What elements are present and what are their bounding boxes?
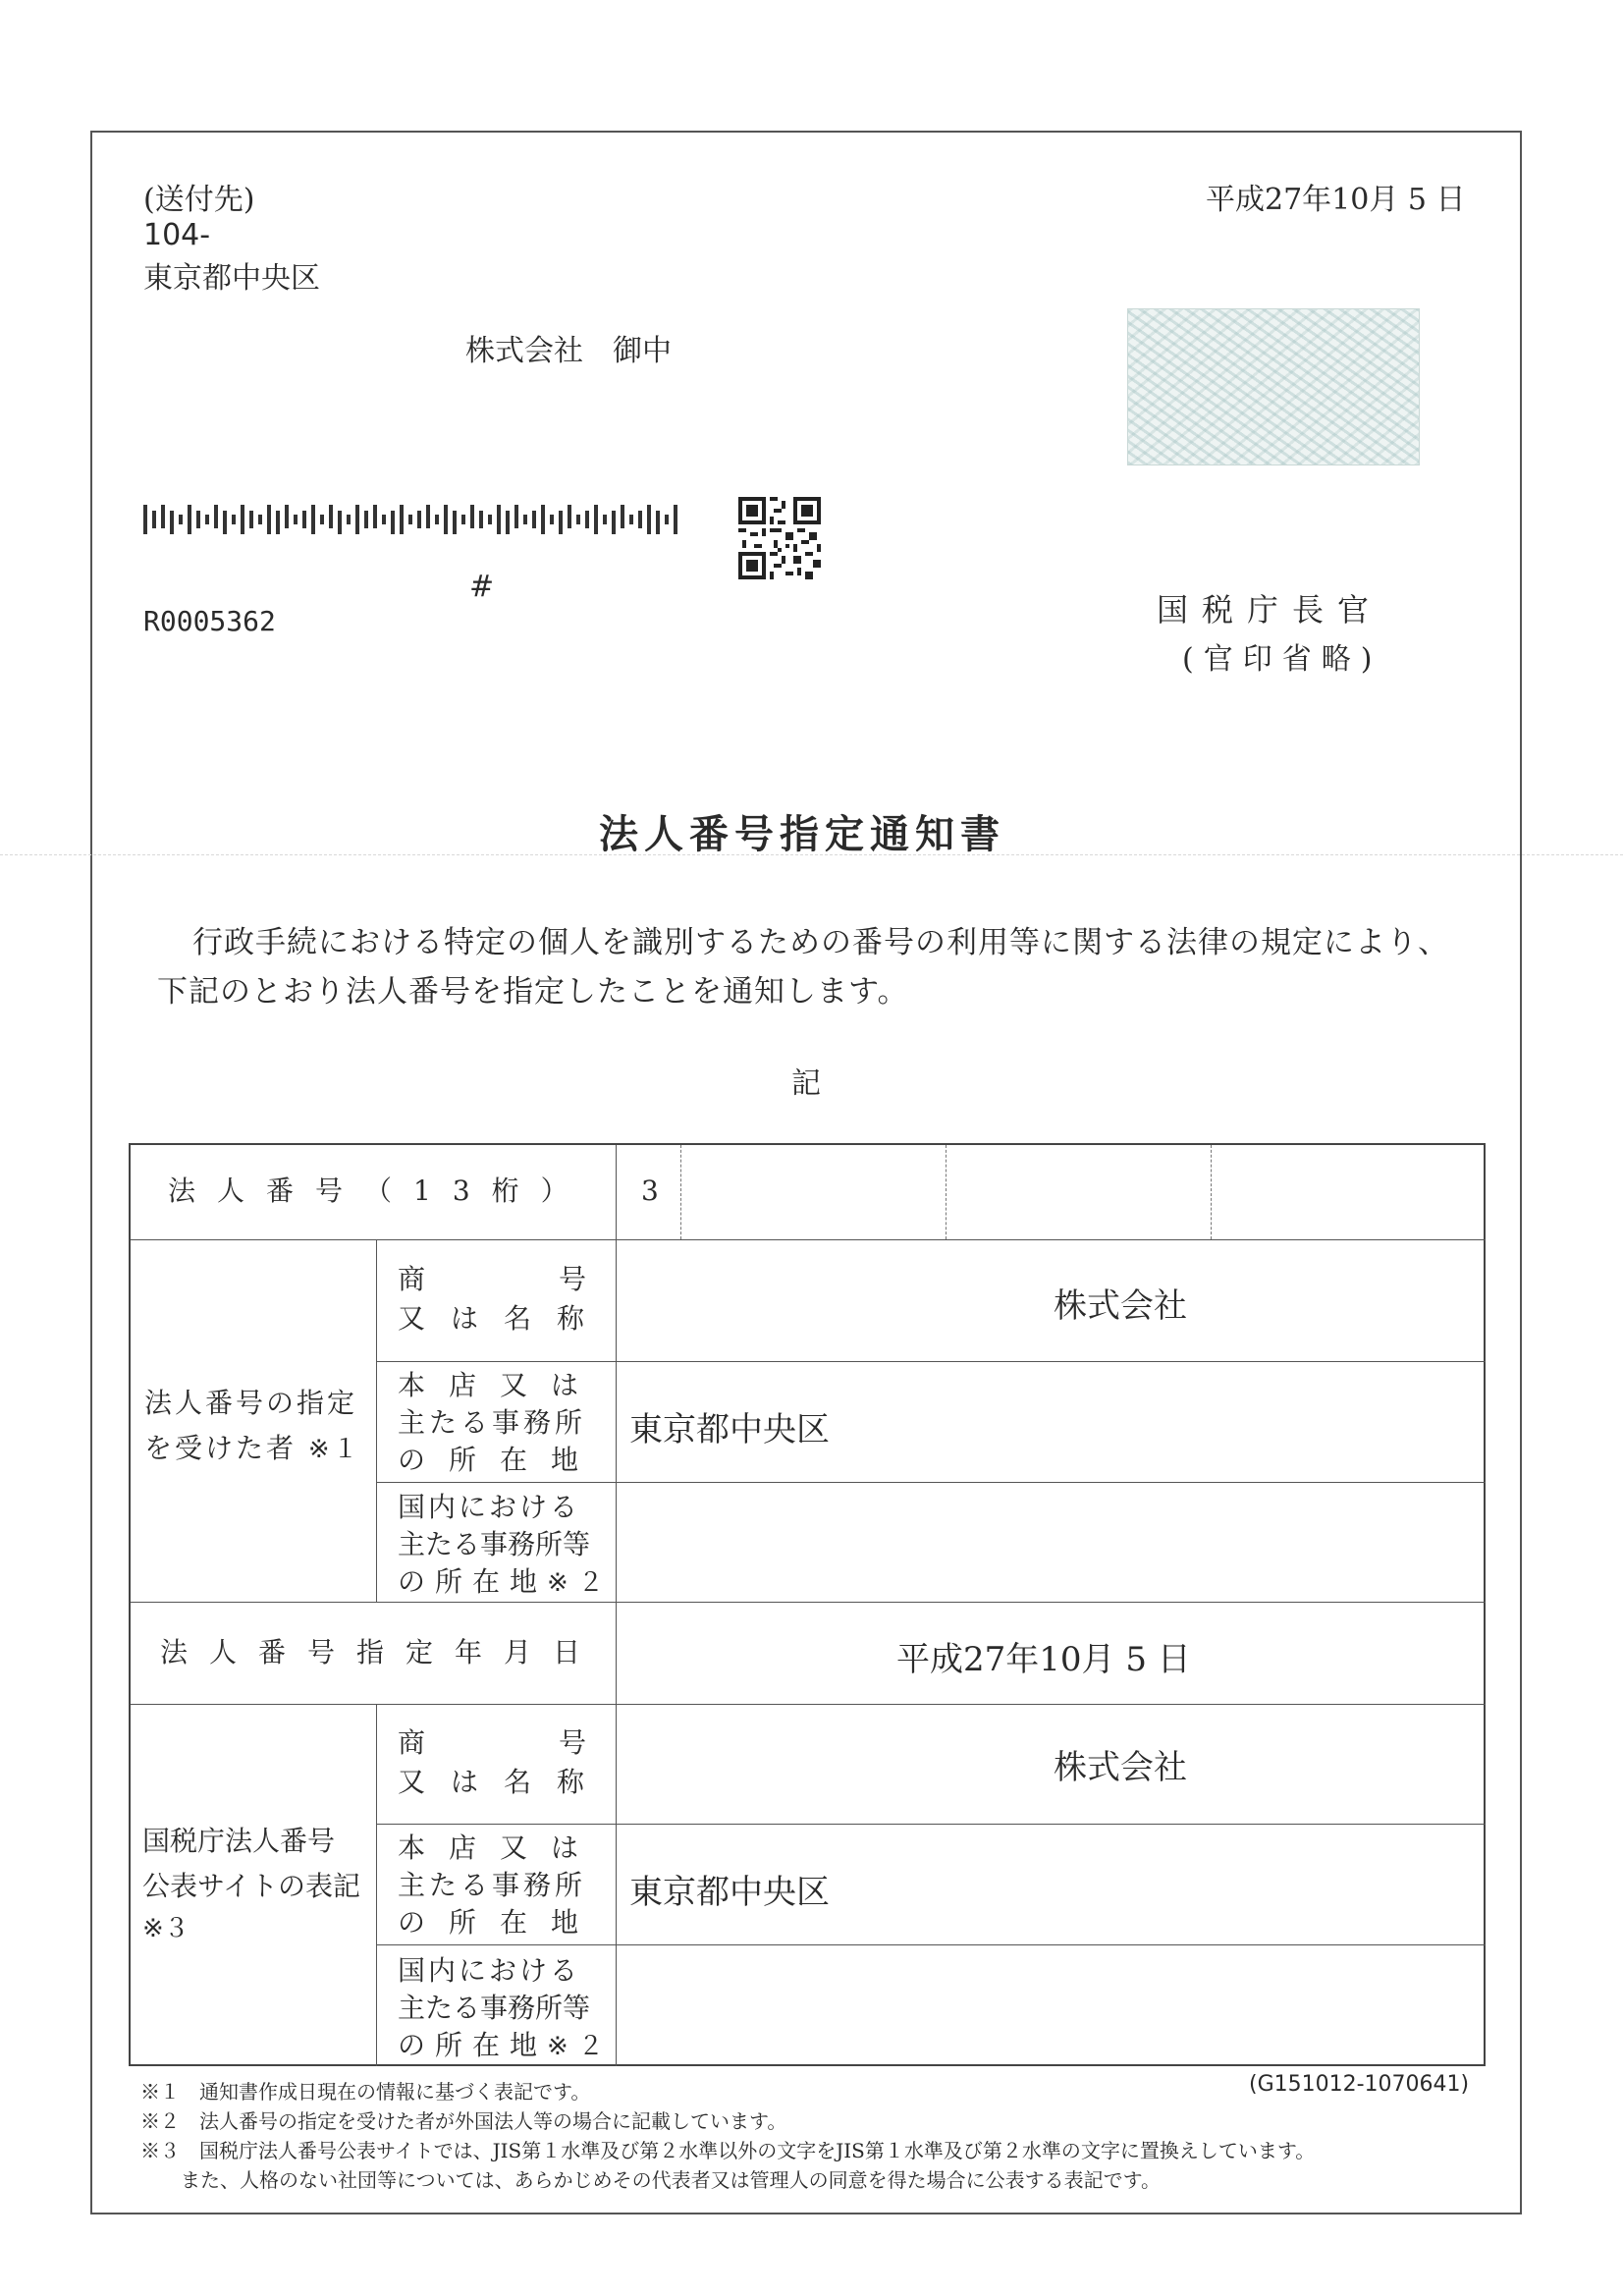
postal-code: 104- <box>143 218 211 252</box>
corporate-number-table <box>129 1143 1486 2066</box>
public-group-note: ※３ <box>142 1914 189 1943</box>
footnote-2-mark: ※２ <box>140 2109 180 2133</box>
ki-mark: 記 <box>791 1066 821 1101</box>
footnote-3-continued: また、人格のない社団等については、あらかじめその代表者又は管理人の同意を得た場合に公表する表記です。 <box>181 2168 1161 2192</box>
seal-omitted-note: (官印省略) <box>1182 642 1382 677</box>
body-text-line-2: 下記のとおり法人番号を指定したことを通知します。 <box>157 974 909 1010</box>
public-domestic-label-line2: 主たる事務所等 <box>398 1992 591 2024</box>
document-title: 法人番号指定通知書 <box>599 812 1005 857</box>
reference-number: R0005362 <box>143 605 276 637</box>
corporate-number-label: 法人番号（13桁） <box>168 1175 590 1207</box>
trade-name-label-line1: 商号 <box>398 1263 721 1295</box>
footnote-1-text: 通知書作成日現在の情報に基づく表記です。 <box>199 2080 591 2104</box>
form-code: (G151012-1070641) <box>1249 2072 1470 2097</box>
public-domestic-label-line3: の所在地※２ <box>398 2029 614 2061</box>
issue-date: 平成27年10月 5 日 <box>1206 183 1466 217</box>
public-group-line2: 公表サイトの表記 <box>142 1870 361 1902</box>
designation-date-label: 法人番号指定年月日 <box>160 1636 603 1668</box>
footnote-2-text: 法人番号の指定を受けた者が外国法人等の場合に記載しています。 <box>199 2109 787 2133</box>
public-domestic-label-line1: 国内における <box>398 1954 581 1987</box>
public-trade-name-label-line1: 商号 <box>398 1726 721 1759</box>
head-office-label-line3: の所在地 <box>398 1444 603 1476</box>
sender-label: (送付先) <box>143 183 255 217</box>
footnote-1-mark: ※１ <box>140 2080 180 2104</box>
qr-code-icon <box>738 497 821 579</box>
designee-note-mark: ※１ <box>307 1435 361 1464</box>
footnote-3-mark: ※３ <box>140 2139 180 2162</box>
domestic-note-mark: ※２ <box>547 1568 614 1598</box>
footnote-3-text-a: 国税庁法人番号公表サイトでは、JIS第１水準及び第２水準以外の文字をJIS第１水準及び第２水準の文字に置換えしています。 <box>199 2139 1316 2162</box>
public-head-office-label-line1: 本店又は <box>398 1831 603 1864</box>
public-head-office-value: 東京都中央区 <box>629 1873 830 1912</box>
footnote-1 <box>140 2076 590 2105</box>
public-trade-name-label-line2: 又は名称 <box>398 1766 611 1798</box>
security-stamp-icon <box>1127 308 1420 465</box>
hash-mark: # <box>469 570 495 604</box>
corporate-number-digit: 3 <box>641 1175 659 1207</box>
public-trade-name-value: 株式会社 <box>1054 1748 1187 1787</box>
trade-name-value: 株式会社 <box>1054 1286 1187 1326</box>
designation-date-value: 平成27年10月 5 日 <box>896 1640 1191 1679</box>
public-group-line1: 国税庁法人番号 <box>142 1825 336 1857</box>
footnote-2 <box>140 2105 786 2134</box>
body-text-line-1: 行政手続における特定の個人を識別するための番号の利用等に関する法律の規定により、 <box>192 925 1449 960</box>
public-head-office-label-line2: 主たる事務所 <box>398 1869 587 1901</box>
recipient-name: 株式会社 御中 <box>465 334 672 368</box>
public-head-office-label-line3: の所在地 <box>398 1906 603 1939</box>
recipient-address: 東京都中央区 <box>143 261 320 296</box>
designee-group-line1: 法人番号の指定 <box>144 1387 358 1419</box>
public-domestic-note-mark: ※２ <box>547 2032 614 2061</box>
domestic-office-label-line3: の所在地※２ <box>398 1565 614 1598</box>
issuing-authority: 国税庁長官 <box>1157 591 1383 629</box>
barcode-icon <box>143 505 683 534</box>
head-office-value: 東京都中央区 <box>629 1410 830 1449</box>
head-office-label-line2: 主たる事務所 <box>398 1406 587 1439</box>
head-office-label-line1: 本店又は <box>398 1369 603 1401</box>
designee-group-line2: を受けた者 ※１ <box>144 1432 361 1464</box>
domestic-office-label-line2: 主たる事務所等 <box>398 1528 591 1560</box>
footnote-3 <box>140 2135 1315 2163</box>
domestic-office-label-line1: 国内における <box>398 1491 581 1523</box>
trade-name-label-line2: 又は名称 <box>398 1302 611 1335</box>
